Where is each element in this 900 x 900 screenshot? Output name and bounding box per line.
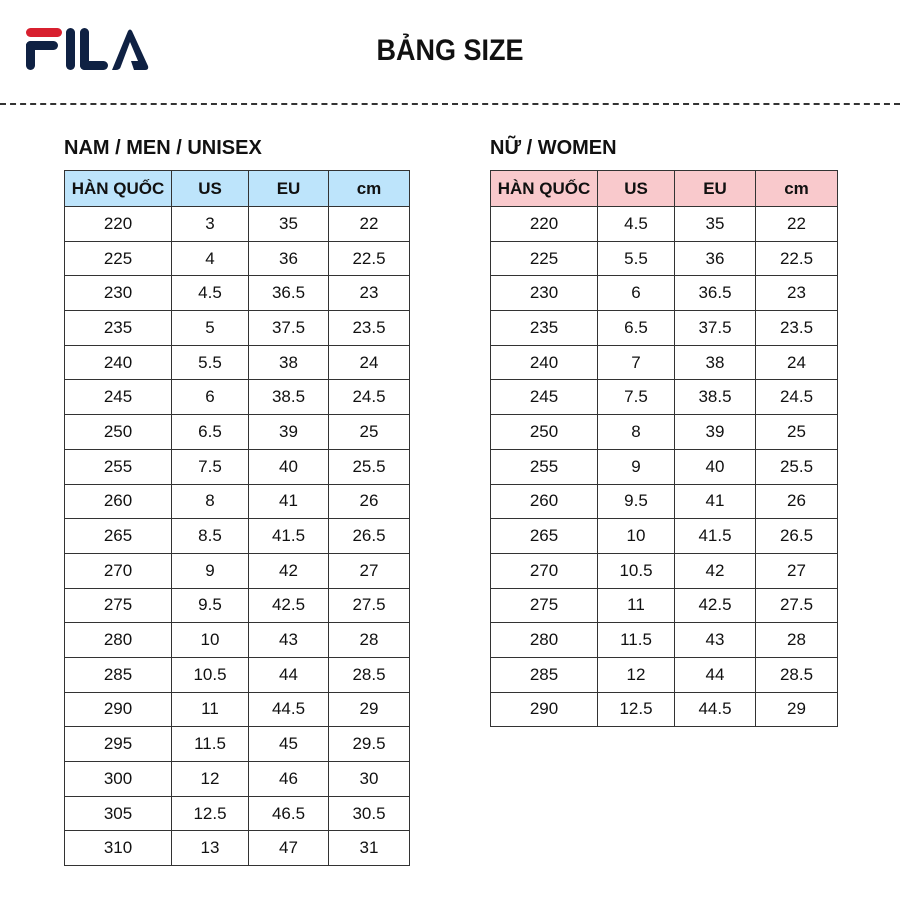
cell-eu-size: 43 xyxy=(249,623,329,658)
table-row xyxy=(491,311,838,346)
table-row xyxy=(491,276,838,311)
table-row xyxy=(491,449,838,484)
cell-cm-size: 27.5 xyxy=(756,588,838,623)
cell-eu-size: 41.5 xyxy=(675,519,756,554)
table-row xyxy=(65,831,410,866)
table-row xyxy=(65,345,410,380)
cell-korea-size: 250 xyxy=(65,415,172,450)
cell-korea-size: 285 xyxy=(65,657,172,692)
cell-korea-size: 220 xyxy=(65,207,172,242)
cell-cm-size: 25.5 xyxy=(329,449,410,484)
cell-us-size: 5.5 xyxy=(598,241,675,276)
cell-us-size: 6.5 xyxy=(172,415,249,450)
cell-cm-size: 25 xyxy=(756,415,838,450)
cell-cm-size: 24.5 xyxy=(329,380,410,415)
cell-us-size: 4.5 xyxy=(598,207,675,242)
cell-us-size: 12.5 xyxy=(598,692,675,727)
cell-eu-size: 43 xyxy=(675,623,756,658)
table-row xyxy=(65,241,410,276)
column-header-eu: EU xyxy=(249,171,329,207)
cell-cm-size: 23.5 xyxy=(329,311,410,346)
cell-cm-size: 30 xyxy=(329,762,410,797)
cell-us-size: 7 xyxy=(598,345,675,380)
cell-us-size: 6 xyxy=(598,276,675,311)
column-header-eu: EU xyxy=(675,171,756,207)
table-header-row xyxy=(491,171,838,207)
cell-eu-size: 44 xyxy=(675,657,756,692)
cell-cm-size: 26 xyxy=(756,484,838,519)
cell-cm-size: 27 xyxy=(329,553,410,588)
table-row xyxy=(65,657,410,692)
cell-us-size: 11 xyxy=(172,692,249,727)
cell-eu-size: 40 xyxy=(675,449,756,484)
cell-cm-size: 29.5 xyxy=(329,727,410,762)
table-row xyxy=(491,484,838,519)
column-header-us: US xyxy=(598,171,675,207)
cell-korea-size: 245 xyxy=(491,380,598,415)
table-row xyxy=(491,415,838,450)
table-row xyxy=(491,588,838,623)
cell-us-size: 10 xyxy=(598,519,675,554)
cell-cm-size: 24 xyxy=(756,345,838,380)
cell-eu-size: 44.5 xyxy=(675,692,756,727)
cell-korea-size: 240 xyxy=(65,345,172,380)
cell-us-size: 12.5 xyxy=(172,796,249,831)
table-row xyxy=(65,449,410,484)
cell-us-size: 13 xyxy=(172,831,249,866)
cell-cm-size: 27.5 xyxy=(329,588,410,623)
cell-cm-size: 23 xyxy=(329,276,410,311)
cell-korea-size: 265 xyxy=(65,519,172,554)
cell-us-size: 12 xyxy=(598,657,675,692)
cell-korea-size: 255 xyxy=(491,449,598,484)
cell-us-size: 12 xyxy=(172,762,249,797)
cell-cm-size: 26.5 xyxy=(329,519,410,554)
women-size-table xyxy=(490,170,838,727)
table-row xyxy=(65,588,410,623)
cell-cm-size: 22.5 xyxy=(756,241,838,276)
table-row xyxy=(65,380,410,415)
cell-korea-size: 225 xyxy=(491,241,598,276)
cell-cm-size: 28 xyxy=(329,623,410,658)
cell-cm-size: 22 xyxy=(329,207,410,242)
cell-us-size: 5.5 xyxy=(172,345,249,380)
table-row xyxy=(491,623,838,658)
cell-eu-size: 37.5 xyxy=(675,311,756,346)
cell-cm-size: 28.5 xyxy=(756,657,838,692)
cell-eu-size: 36.5 xyxy=(675,276,756,311)
table-row xyxy=(65,311,410,346)
cell-korea-size: 235 xyxy=(491,311,598,346)
cell-us-size: 4 xyxy=(172,241,249,276)
cell-korea-size: 260 xyxy=(65,484,172,519)
cell-eu-size: 46 xyxy=(249,762,329,797)
cell-korea-size: 280 xyxy=(65,623,172,658)
cell-eu-size: 47 xyxy=(249,831,329,866)
dashed-divider xyxy=(0,103,900,105)
cell-korea-size: 270 xyxy=(65,553,172,588)
cell-korea-size: 290 xyxy=(65,692,172,727)
table-row xyxy=(65,692,410,727)
table-row xyxy=(491,692,838,727)
cell-cm-size: 22 xyxy=(756,207,838,242)
cell-us-size: 5 xyxy=(172,311,249,346)
cell-eu-size: 39 xyxy=(249,415,329,450)
cell-korea-size: 285 xyxy=(491,657,598,692)
column-header-korea: HÀN QUỐC xyxy=(491,171,598,207)
table-header-row xyxy=(65,171,410,207)
cell-us-size: 8.5 xyxy=(172,519,249,554)
cell-us-size: 7.5 xyxy=(172,449,249,484)
table-row xyxy=(65,553,410,588)
cell-cm-size: 28.5 xyxy=(329,657,410,692)
page-title: BẢNG SIZE xyxy=(376,34,524,67)
cell-korea-size: 295 xyxy=(65,727,172,762)
table-row xyxy=(65,762,410,797)
cell-cm-size: 29 xyxy=(329,692,410,727)
cell-korea-size: 310 xyxy=(65,831,172,866)
cell-eu-size: 36.5 xyxy=(249,276,329,311)
table-row xyxy=(491,345,838,380)
cell-korea-size: 265 xyxy=(491,519,598,554)
column-header-korea: HÀN QUỐC xyxy=(65,171,172,207)
cell-eu-size: 46.5 xyxy=(249,796,329,831)
cell-korea-size: 260 xyxy=(491,484,598,519)
cell-eu-size: 38 xyxy=(675,345,756,380)
cell-us-size: 6 xyxy=(172,380,249,415)
table-row xyxy=(491,380,838,415)
cell-cm-size: 25.5 xyxy=(756,449,838,484)
cell-eu-size: 44.5 xyxy=(249,692,329,727)
cell-eu-size: 42.5 xyxy=(249,588,329,623)
cell-cm-size: 24 xyxy=(329,345,410,380)
men-section-title: NAM / MEN / UNISEX xyxy=(64,137,262,159)
cell-korea-size: 305 xyxy=(65,796,172,831)
table-row xyxy=(65,207,410,242)
column-header-us: US xyxy=(172,171,249,207)
cell-us-size: 10.5 xyxy=(172,657,249,692)
table-row xyxy=(65,623,410,658)
table-row xyxy=(491,657,838,692)
cell-cm-size: 28 xyxy=(756,623,838,658)
cell-us-size: 9.5 xyxy=(172,588,249,623)
cell-korea-size: 245 xyxy=(65,380,172,415)
column-header-cm: cm xyxy=(756,171,838,207)
cell-eu-size: 42.5 xyxy=(675,588,756,623)
table-row xyxy=(65,276,410,311)
cell-us-size: 8 xyxy=(598,415,675,450)
cell-korea-size: 275 xyxy=(65,588,172,623)
cell-us-size: 9 xyxy=(172,553,249,588)
cell-eu-size: 45 xyxy=(249,727,329,762)
cell-us-size: 7.5 xyxy=(598,380,675,415)
cell-cm-size: 26.5 xyxy=(756,519,838,554)
cell-us-size: 10 xyxy=(172,623,249,658)
cell-korea-size: 230 xyxy=(65,276,172,311)
cell-cm-size: 22.5 xyxy=(329,241,410,276)
cell-cm-size: 27 xyxy=(756,553,838,588)
cell-us-size: 9 xyxy=(598,449,675,484)
cell-eu-size: 36 xyxy=(249,241,329,276)
cell-eu-size: 38 xyxy=(249,345,329,380)
cell-us-size: 8 xyxy=(172,484,249,519)
table-row xyxy=(491,553,838,588)
cell-us-size: 10.5 xyxy=(598,553,675,588)
cell-korea-size: 235 xyxy=(65,311,172,346)
cell-eu-size: 39 xyxy=(675,415,756,450)
table-row xyxy=(65,519,410,554)
cell-eu-size: 42 xyxy=(675,553,756,588)
table-row xyxy=(491,207,838,242)
table-row xyxy=(65,415,410,450)
men-size-table xyxy=(64,170,410,866)
cell-korea-size: 220 xyxy=(491,207,598,242)
cell-eu-size: 38.5 xyxy=(249,380,329,415)
cell-eu-size: 35 xyxy=(249,207,329,242)
cell-eu-size: 35 xyxy=(675,207,756,242)
cell-eu-size: 40 xyxy=(249,449,329,484)
cell-eu-size: 37.5 xyxy=(249,311,329,346)
cell-us-size: 4.5 xyxy=(172,276,249,311)
table-row xyxy=(65,727,410,762)
cell-cm-size: 24.5 xyxy=(756,380,838,415)
cell-korea-size: 280 xyxy=(491,623,598,658)
cell-us-size: 9.5 xyxy=(598,484,675,519)
cell-korea-size: 250 xyxy=(491,415,598,450)
column-header-cm: cm xyxy=(329,171,410,207)
cell-us-size: 11 xyxy=(598,588,675,623)
women-section-title: NỮ / WOMEN xyxy=(490,137,617,159)
cell-eu-size: 42 xyxy=(249,553,329,588)
cell-korea-size: 225 xyxy=(65,241,172,276)
cell-cm-size: 26 xyxy=(329,484,410,519)
table-row xyxy=(65,796,410,831)
cell-us-size: 3 xyxy=(172,207,249,242)
cell-eu-size: 38.5 xyxy=(675,380,756,415)
cell-cm-size: 30.5 xyxy=(329,796,410,831)
cell-cm-size: 29 xyxy=(756,692,838,727)
cell-eu-size: 41 xyxy=(249,484,329,519)
cell-cm-size: 23.5 xyxy=(756,311,838,346)
cell-korea-size: 290 xyxy=(491,692,598,727)
cell-korea-size: 255 xyxy=(65,449,172,484)
table-row xyxy=(65,484,410,519)
cell-us-size: 11.5 xyxy=(598,623,675,658)
cell-us-size: 11.5 xyxy=(172,727,249,762)
cell-korea-size: 240 xyxy=(491,345,598,380)
cell-eu-size: 41 xyxy=(675,484,756,519)
cell-eu-size: 44 xyxy=(249,657,329,692)
cell-korea-size: 300 xyxy=(65,762,172,797)
cell-us-size: 6.5 xyxy=(598,311,675,346)
cell-cm-size: 25 xyxy=(329,415,410,450)
cell-korea-size: 230 xyxy=(491,276,598,311)
table-row xyxy=(491,519,838,554)
cell-eu-size: 41.5 xyxy=(249,519,329,554)
cell-cm-size: 31 xyxy=(329,831,410,866)
cell-cm-size: 23 xyxy=(756,276,838,311)
cell-korea-size: 275 xyxy=(491,588,598,623)
table-row xyxy=(491,241,838,276)
cell-korea-size: 270 xyxy=(491,553,598,588)
cell-eu-size: 36 xyxy=(675,241,756,276)
